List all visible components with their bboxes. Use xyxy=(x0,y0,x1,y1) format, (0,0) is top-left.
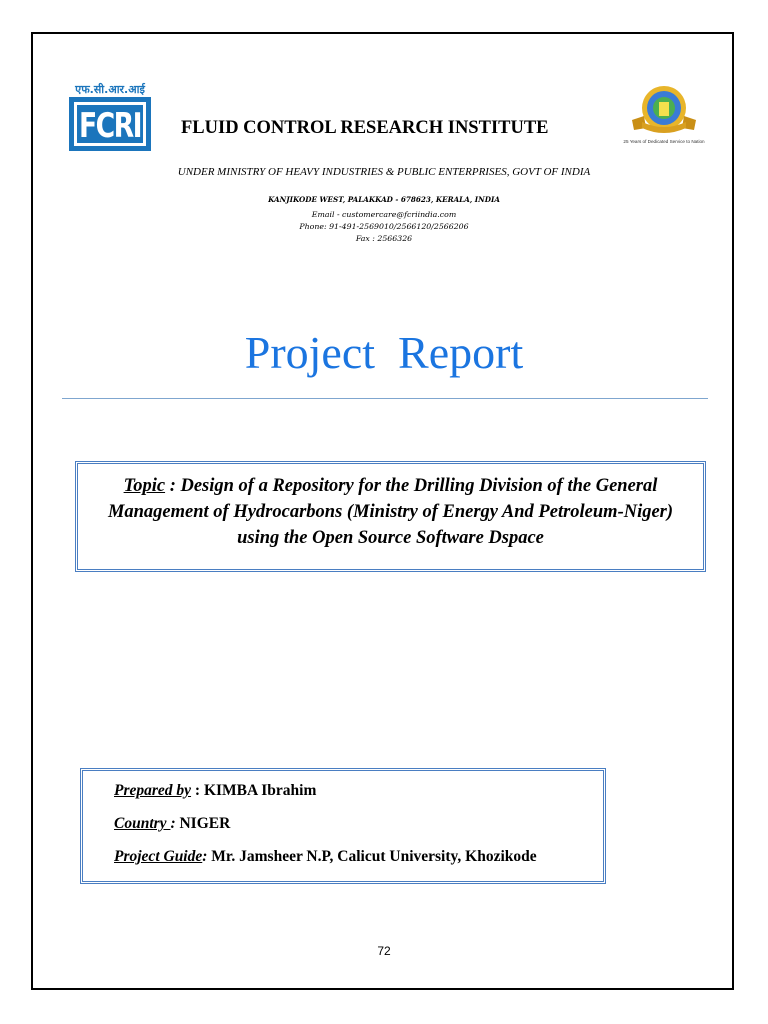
prepared-by-separator: : xyxy=(191,782,204,799)
topic-separator: : xyxy=(165,476,181,496)
project-guide-value: Mr. Jamsheer N.P, Calicut University, Khozikode xyxy=(211,848,537,865)
ministry-line: UNDER MINISTRY OF HEAVY INDUSTRIES & PUBLIC ENTERPRISES, GOVT OF INDIA xyxy=(177,166,591,178)
anniversary-emblem xyxy=(614,84,714,150)
prepared-by-value: KIMBA Ibrahim xyxy=(203,782,317,799)
institute-name: FLUID CONTROL RESEARCH INSTITUTE xyxy=(181,118,549,138)
details-box xyxy=(80,768,606,884)
fcri-logo xyxy=(69,82,151,152)
prepared-by-label: Prepared by xyxy=(114,782,192,799)
country-label: Country xyxy=(114,815,171,832)
anniversary-tagline: 25 Years of Dedicated Service to Nation xyxy=(623,139,705,144)
topic-paragraph xyxy=(88,473,693,551)
topic-box xyxy=(75,461,706,572)
project-guide-separator: : xyxy=(202,848,212,865)
title-divider xyxy=(62,398,708,399)
fcri-logo-letters: FCRI xyxy=(79,106,141,146)
page-number: 72 xyxy=(377,944,391,958)
country-row xyxy=(114,814,603,847)
phone-line: Phone: 91-491-2569010/2566120/2566206 xyxy=(299,222,469,231)
topic-label: Topic xyxy=(123,476,166,496)
report-title: Project Report xyxy=(244,327,524,378)
address-line: KANJIKODE WEST, PALAKKAD - 678623, KERALA, INDIA xyxy=(268,195,500,204)
silver-jubilee-emblem-icon xyxy=(626,84,702,138)
fcri-logo-mark-icon xyxy=(69,97,151,151)
country-value: NIGER xyxy=(179,815,231,832)
project-guide-label: Project Guide xyxy=(114,848,203,865)
email-line: Email - customercare@fcriindia.com xyxy=(311,210,457,219)
fcri-logo-hindi-text: एफ.सी.आर.आई xyxy=(75,83,145,96)
project-guide-row xyxy=(114,847,603,880)
fax-line: Fax : 2566326 xyxy=(355,234,413,243)
country-separator: : xyxy=(170,815,180,832)
topic-text: Design of a Repository for the Drilling Division of the General Management of Hydrocarbons (Ministry of Energy And Petroleum-Niger) using the Open Source Software Dspace xyxy=(107,476,674,548)
prepared-by-row xyxy=(114,781,603,814)
